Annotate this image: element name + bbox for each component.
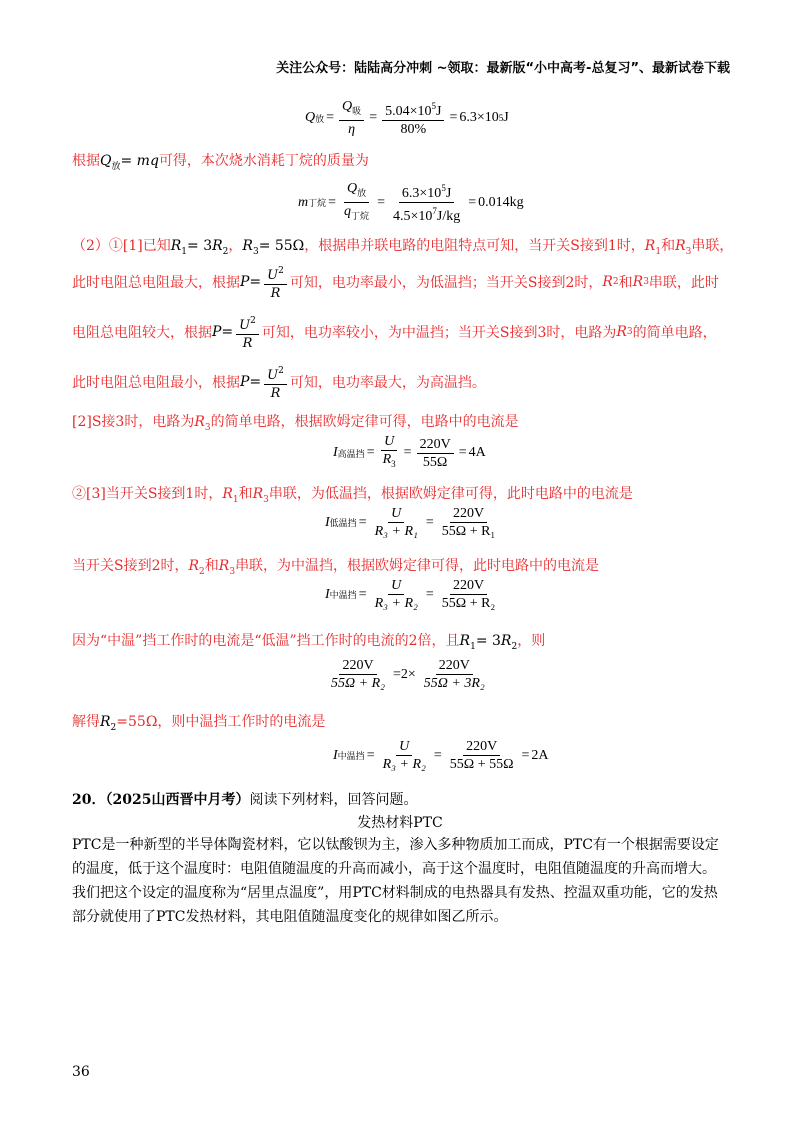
solution-line: 电阻总电阻较大，根据 P= $\frac{U^2}{R}$ 可知，电功率较小，为中温挡；当开关S接到3时，电路为 R 3 的简单电路， (72, 312, 717, 352)
question-20: 20．（2025山西晋中月考）阅读下列材料，回答问题。 (72, 792, 418, 808)
solution-line: （2）①[1]已知$R_1= 3R_2$，$R_3= 55\Omega$，根据串并联电路的电阻特点可知，当开关S接到1时，$R_1$和$R_3$串联， (72, 238, 734, 257)
solution-line: 当开关S接到2时，$R_2$和$R_3$串联，为中温挡，根据欧姆定律可得，此时电路中的电流是 (72, 558, 600, 577)
equation-current-ratio: $\frac{220V}{\text{55Ω + R₂}}$ =2× $\frac{220V}{\text{55Ω + 3R₂}}$ (331, 658, 485, 691)
equation-high-current: I 高温挡 = $\frac{U}{R_3}$ = $\frac{220V}{55\Omega}$ = 4A (333, 434, 486, 470)
equation-butane-mass: m 丁烷 = $\frac{Q_放}{q_{丁烷}}$ = $\frac{6.3\times 10^5J}{4.5\times 10^7J/kg}$ = 0.014kg (298, 181, 524, 224)
solution-line: 此时电阻总电阻最小，根据 P= $\frac{U^2}{R}$ 可知，电功率最大，为高温挡。 (72, 362, 486, 402)
equation-mid-current: I 中温挡 = $\frac{U}{\text{R₃ + R₂}}$ = $\frac{220V}{\text{55Ω + R₂}}$ (325, 578, 496, 611)
article-title: 发热材料PTC (357, 815, 443, 831)
solution-line: 根据$Q_放=$ mq可得，本次烧水消耗丁烷的质量为 (72, 153, 369, 172)
page-header: 关注公众号：陆陆高分冲刺 ~领取：最新版“小中高考-总复习”、最新试卷下载 (276, 61, 730, 76)
equation-low-current: I 低温挡 = $\frac{U}{\text{R₃ + R₁}}$ = $\frac{220V}{\text{55Ω + R₁}}$ (325, 506, 496, 539)
equation-heat-released: Q 放 = $\frac{Q_吸}{\eta}$ = $\frac{5.04\times 10^5J}{80\%}$ = 6.3×10 5 J (305, 99, 509, 137)
solution-line: 此时电阻总电阻最大，根据 P= $\frac{U^2}{R}$ 可知，电功率最小，为低温挡；当开关S接到2时， R 2 和 R 3 串联，此时 (72, 262, 719, 302)
equation-mid-current-result: I 中温挡 = $\frac{U}{\text{R₃ + R₂}}$ = $\frac{220V}{55\Omega + 55\Omega}$ = 2A (333, 739, 549, 772)
article-body: PTC是一种新型的半导体陶瓷材料，它以钛酸钡为主，渗入多种物质加工而成，PTC有一个根据需要设定的温度，低于这个温度时：电阻值随温度的升高而减小，高于这个温度时，电阻值随温度的升高而增大。我们把这个设定的温度称为“居里点温度”，用PTC材料制成的电热器具有发热、控温双重功能，它的发热部分就使用了PTC发热材料，其电阻值随温度变化的规律如图乙所示。 (72, 837, 719, 925)
page-number: 36 (72, 1064, 90, 1080)
solution-line: [2]S接3时，电路为$R_3$的简单电路，根据欧姆定律可得，电路中的电流是 (72, 414, 519, 433)
solution-line: ②[3]当开关S接到1时，$R_1$和$R_3$串联，为低温挡，根据欧姆定律可得，此时电路中的电流是 (72, 486, 633, 505)
solution-line: 解得$R_2=55\Omega$，则中温挡工作时的电流是 (72, 714, 326, 733)
solution-line: 因为“中温”挡工作时的电流是“低温”挡工作时的电流的2倍，且$R_1= 3R_2$，则 (72, 633, 546, 652)
